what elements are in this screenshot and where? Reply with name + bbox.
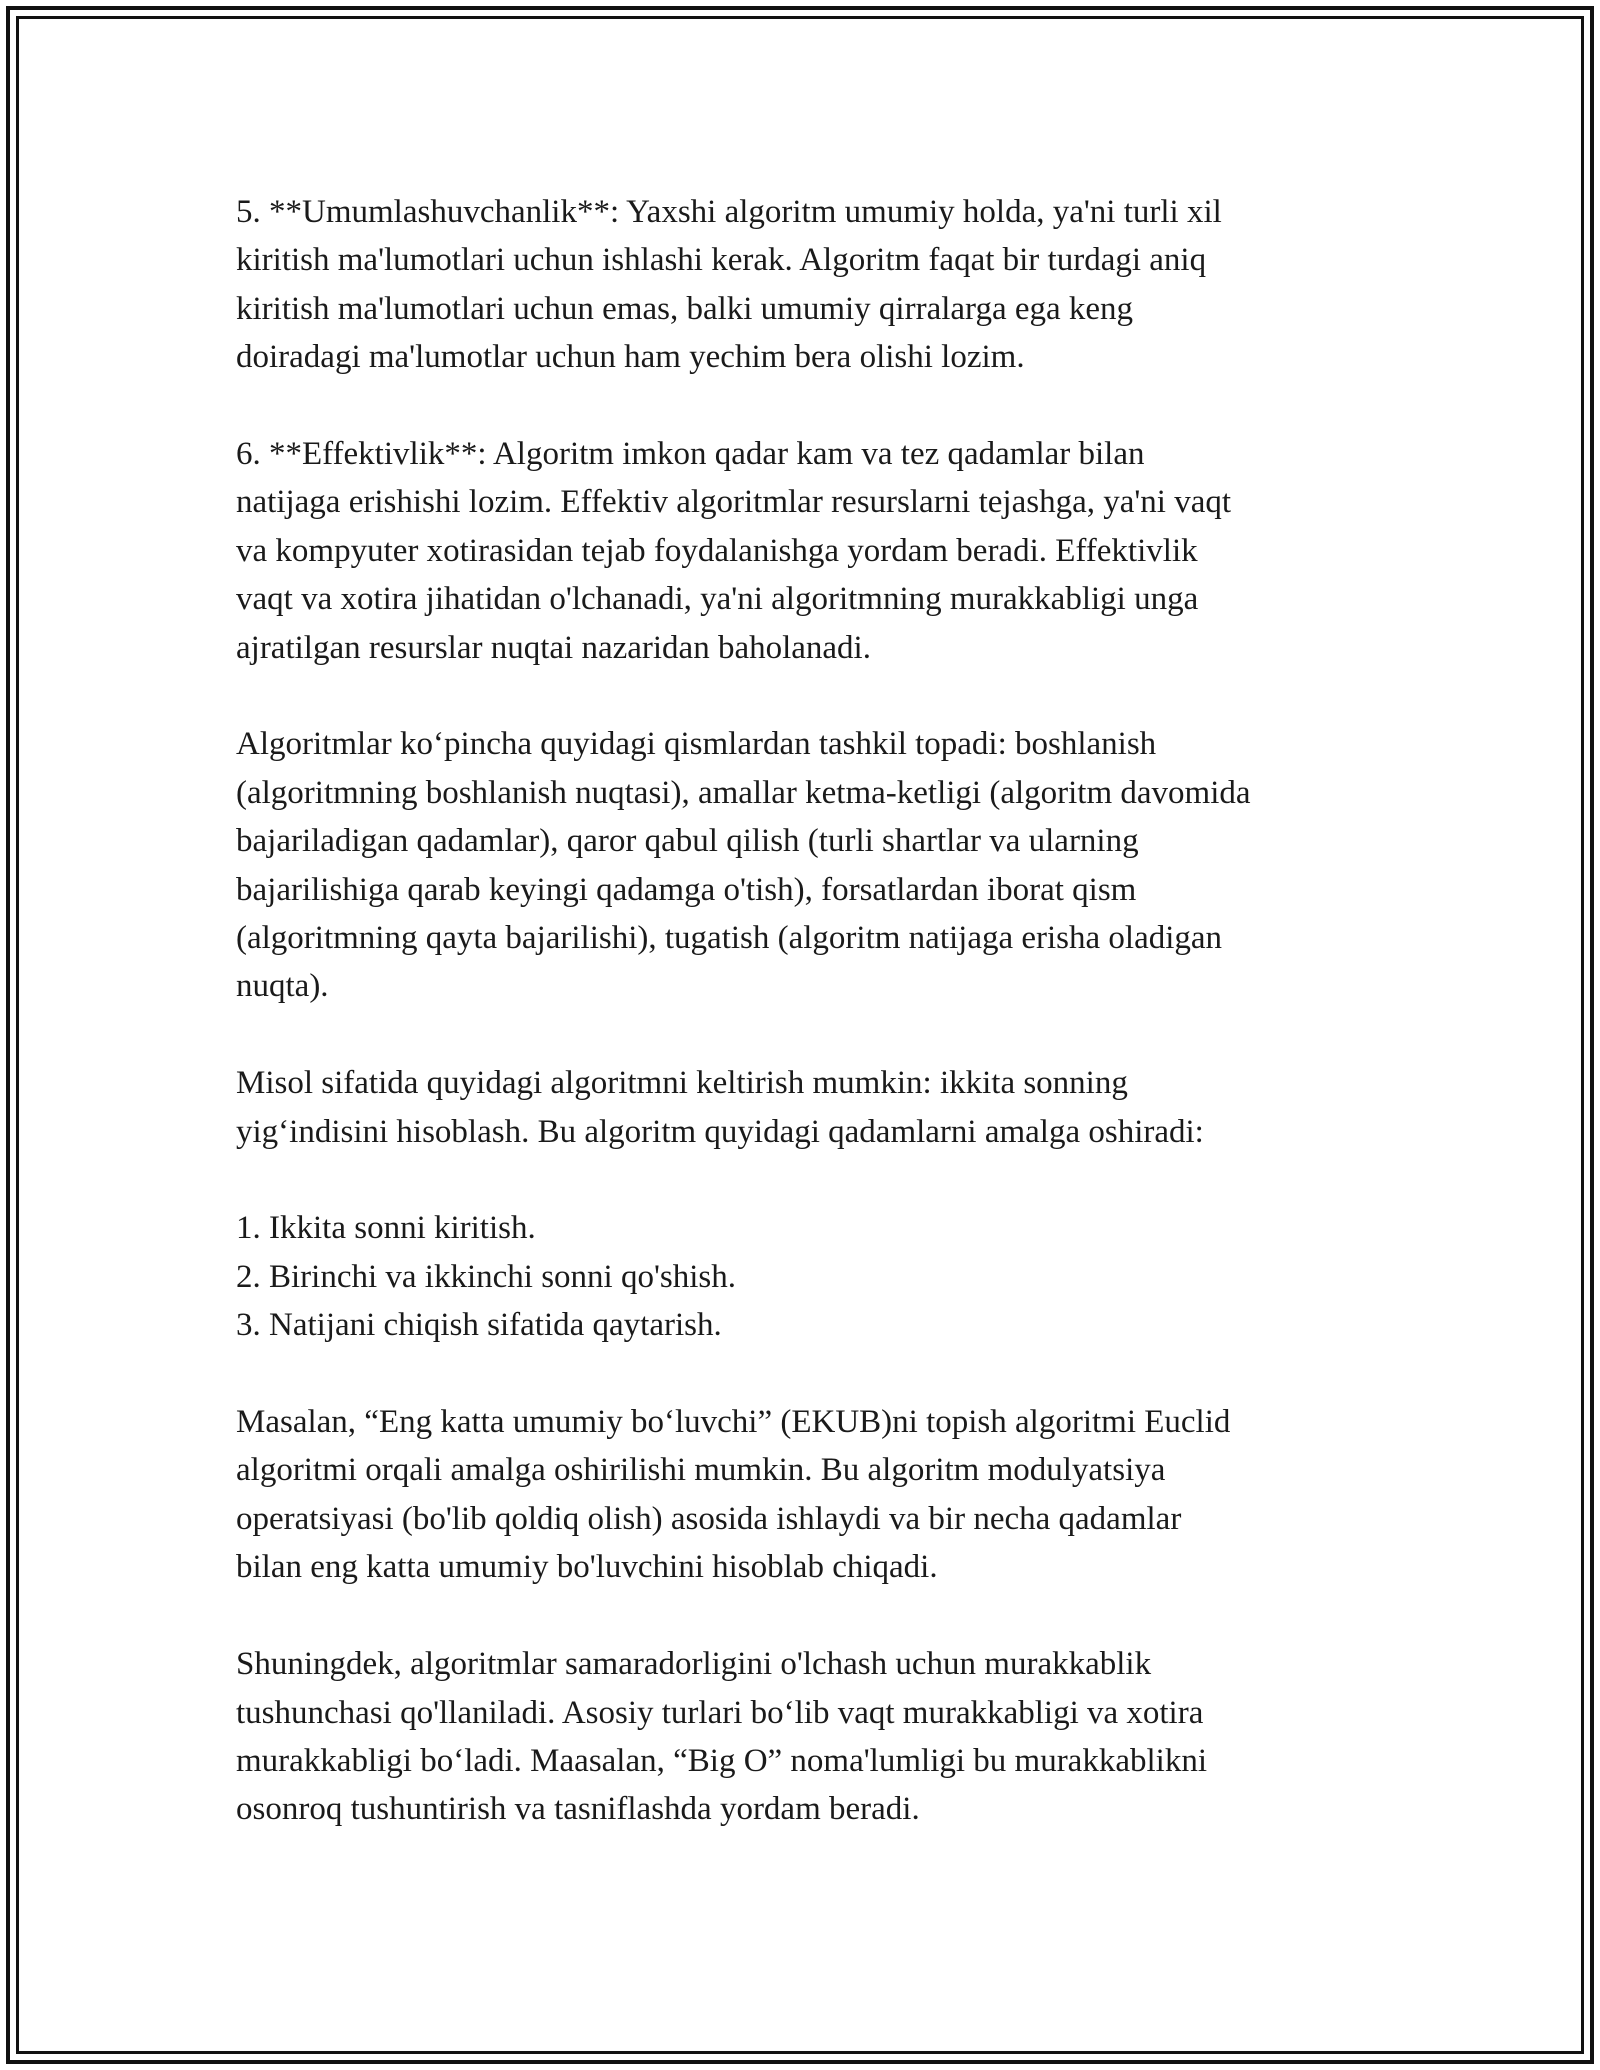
- paragraph-ekub-euclid: Masalan, “Eng katta umumiy bo‘luvchi” (EKUB)ni topish algoritmi Euclid algoritmi orqali amalga oshirilishi mumkin. Bu algoritm modulyatsiya operatsiyasi (bo'lib qoldiq olish) asosida ishlaydi va bir necha qadamlar bilan eng katta umumiy bo'luvchini hisoblab chiqadi.: [236, 1404, 1231, 1586]
- paragraph-efficiency: 6. **Effektivlik**: Algoritm imkon qadar kam va tez qadamlar bilan natijaga erishishi lozim. Effektiv algoritmlar resurslarni tejashga, ya'ni vaqt va kompyuter xotirasidan tejab foydalanishga yordam beradi. Effektivlik vaqt va xotira jihatidan o'lchanadi, ya'ni algoritmning murakkabligi unga ajratilgan resurslar nuqtai nazaridan baholanadi.: [236, 436, 1232, 666]
- paragraph-example-intro: Misol sifatida quyidagi algoritmni keltirish mumkin: ikkita sonning yig‘indisini hisoblash. Bu algoritm quyidagi qadamlarni amalga oshiradi:: [236, 1065, 1204, 1150]
- steps-list: [236, 1204, 1376, 1349]
- list-item: 3. Natijani chiqish sifatida qaytarish.: [236, 1307, 722, 1344]
- list-item: 2. Birinchi va ikkinchi sonni qo'shish.: [236, 1258, 737, 1295]
- paragraph-complexity: Shuningdek, algoritmlar samaradorligini o'lchash uchun murakkablik tushunchasi qo'llaniladi. Asosiy turlari bo‘lib vaqt murakkabligi va xotira murakkabligi bo‘ladi. Maasalan, “Big O” noma'lumligi bu murakkablikni osonroq tushuntirish va tasniflashda yordam beradi.: [236, 1646, 1207, 1828]
- paragraph-generalization: 5. **Umumlashuvchanlik**: Yaxshi algoritm umumiy holda, ya'ni turli xil kiritish ma'lumotlari uchun ishlashi kerak. Algoritm faqat bir turdagi aniq kiritish ma'lumotlari uchun emas, balki umumiy qirralarga ega keng doiradagi ma'lumotlar uchun ham yechim bera olishi lozim.: [236, 194, 1222, 376]
- list-item: 1. Ikkita sonni kiritish.: [236, 1210, 536, 1247]
- paragraph-algorithm-parts: Algoritmlar ko‘pincha quyidagi qismlardan tashkil topadi: boshlanish (algoritmning boshlanish nuqtasi), amallar ketma-ketligi (algoritm davomida bajariladigan qadamlar), qaror qabul qilish (turli shartlar va ularning bajarilishiga qarab keyingi qadamga o'tish), forsatlardan iborat qism (algoritmning qayta bajarilishi), tugatish (algoritm natijaga erisha oladigan nuqta).: [236, 726, 1251, 1005]
- document-body: [236, 188, 1376, 1882]
